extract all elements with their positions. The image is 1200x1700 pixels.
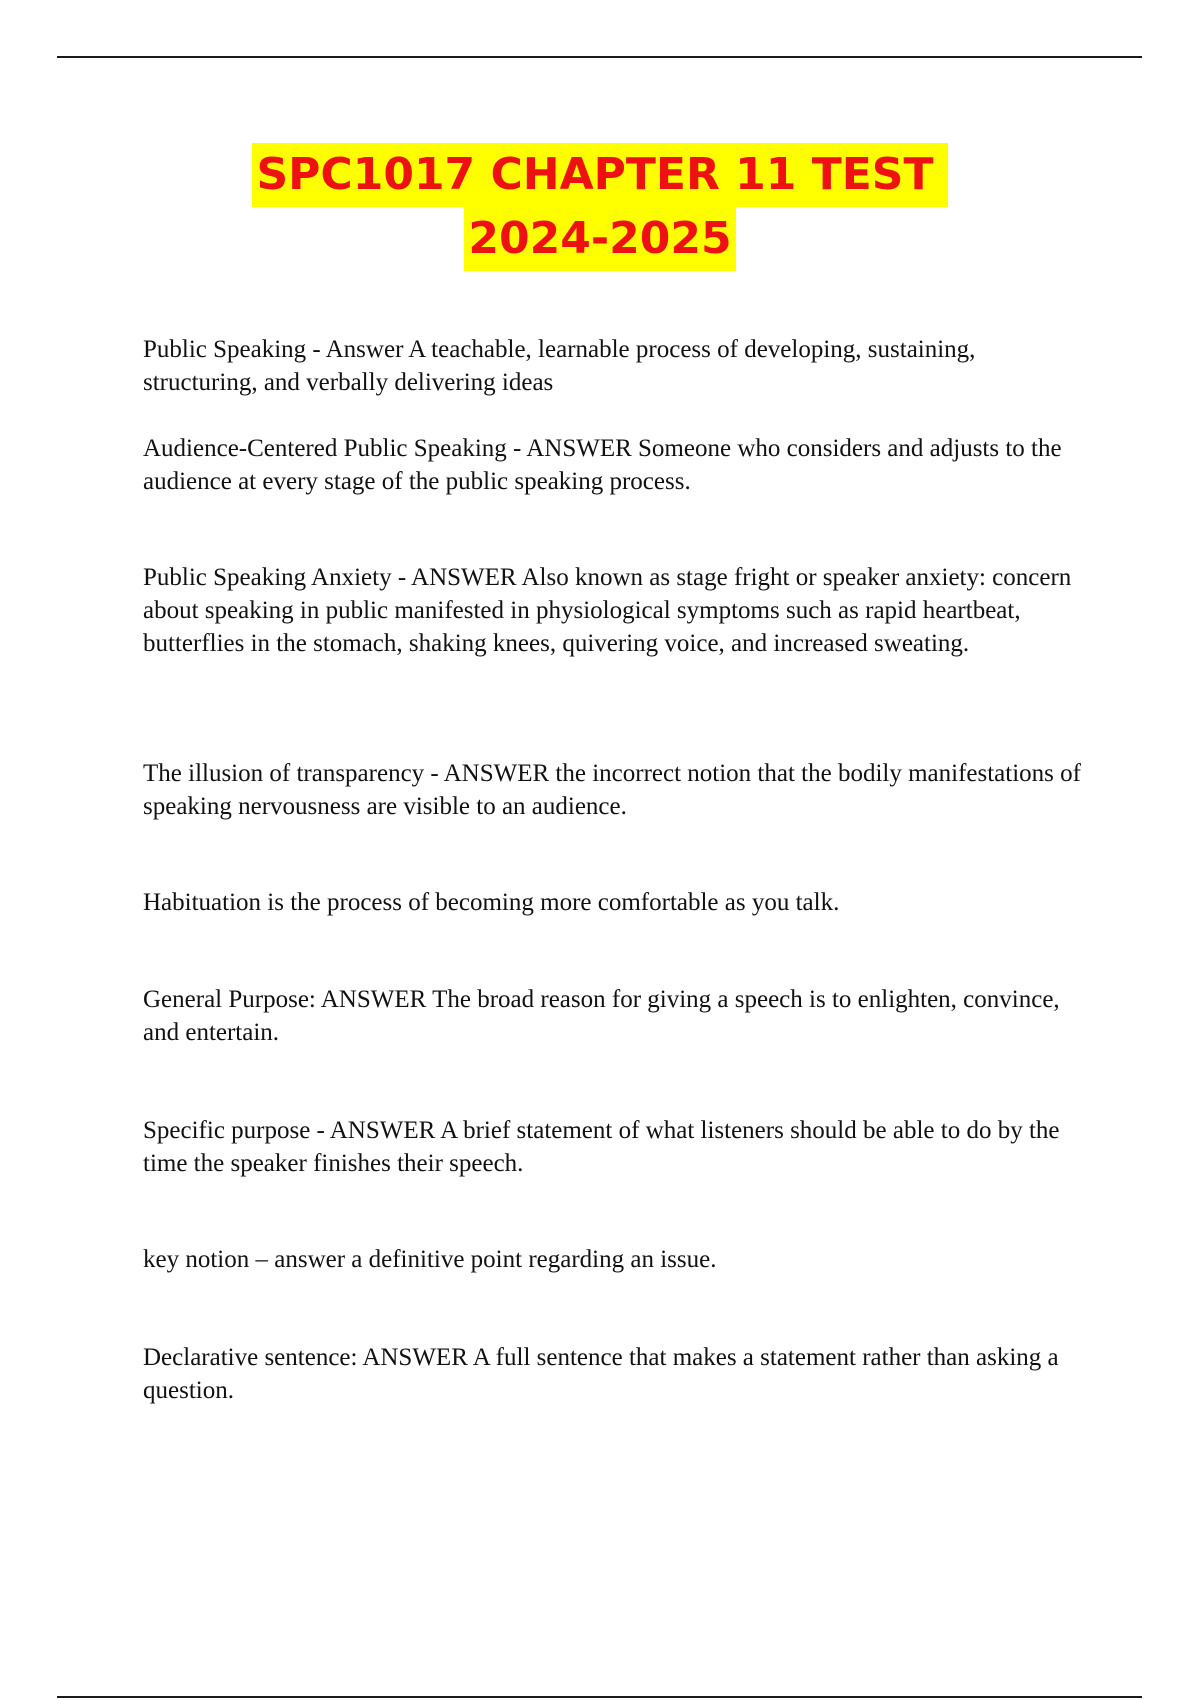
title-line-1: SPC1017 CHAPTER 11 TEST xyxy=(252,143,947,207)
entry-speaking-anxiety: Public Speaking Anxiety - ANSWER Also known as stage fright or speaker anxiety: concern about speaking in public manifested in physiological symptoms such as rapid heartbeat, butterflies in the stomach, shaking knees, quivering voice, and increased sweating. xyxy=(143,564,1072,657)
title-line-2: 2024-2025 xyxy=(464,207,735,271)
document-title xyxy=(0,143,1200,271)
entry-specific-purpose: Specific purpose - ANSWER A brief statement of what listeners should be able to do by the time the speaker finishes their speech. xyxy=(143,1117,1060,1177)
entry-key-notion: key notion – answer a definitive point regarding an issue. xyxy=(143,1246,717,1273)
entry-illusion-transparency: The illusion of transparency - ANSWER the incorrect notion that the bodily manifestations of speaking nervousness are visible to an audience. xyxy=(143,760,1081,820)
entry-public-speaking: Public Speaking - Answer A teachable, learnable process of developing, sustaining, structuring, and verbally delivering ideas xyxy=(143,336,976,396)
entry-general-purpose: General Purpose: ANSWER The broad reason for giving a speech is to enlighten, convince, and entertain. xyxy=(143,986,1060,1046)
top-rule xyxy=(57,56,1142,58)
entry-declarative-sentence: Declarative sentence: ANSWER A full sentence that makes a statement rather than asking a question. xyxy=(143,1344,1059,1404)
bottom-rule xyxy=(57,1696,1142,1698)
entry-habituation: Habituation is the process of becoming more comfortable as you talk. xyxy=(143,889,840,916)
entry-audience-centered: Audience-Centered Public Speaking - ANSWER Someone who considers and adjusts to the audience at every stage of the public speaking process. xyxy=(143,435,1062,495)
